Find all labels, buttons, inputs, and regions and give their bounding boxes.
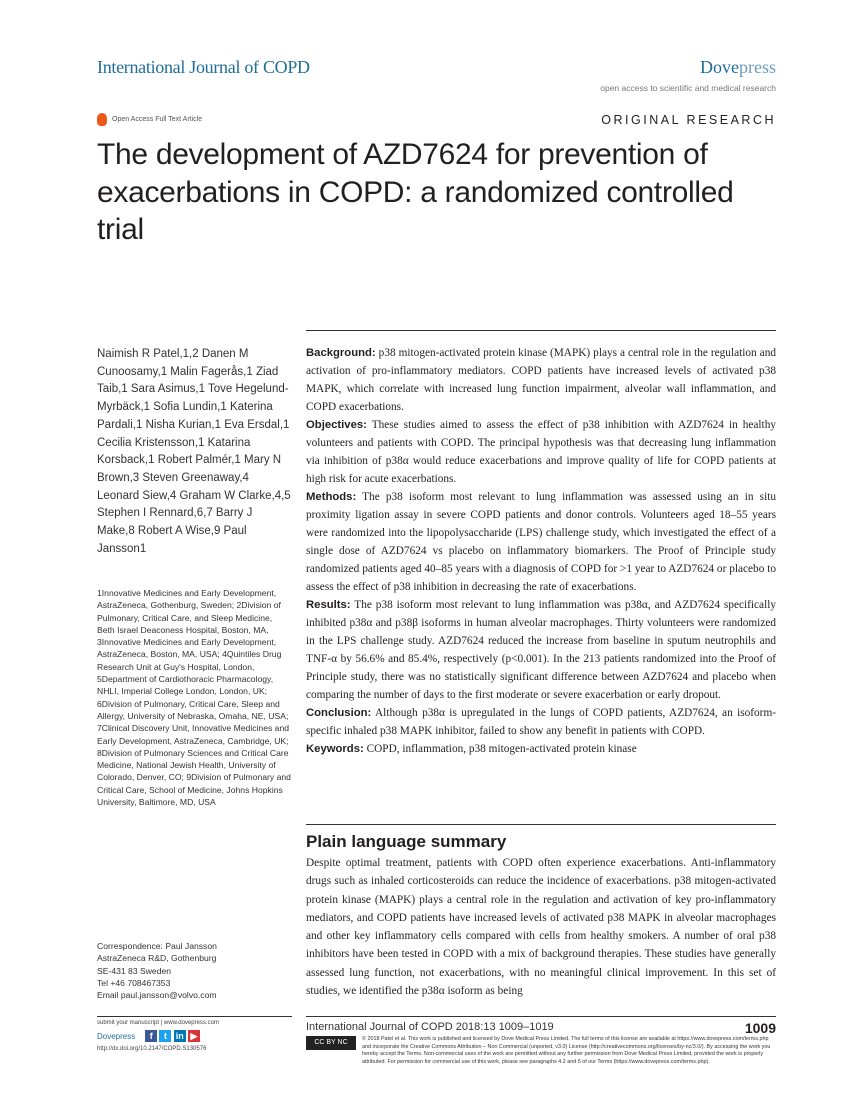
open-access-text: Open Access Full Text Article	[112, 116, 203, 123]
plain-language-rule	[306, 824, 776, 825]
correspondence	[97, 940, 292, 1001]
abstract-keywords: Keywords: COPD, inflammation, p38 mitogen-activated protein kinase	[306, 743, 637, 755]
abstract	[306, 344, 776, 758]
author-list: Naimish R Patel,1,2 Danen M Cunoosamy,1 Malin Fagerås,1 Ziad Taib,1 Sara Asimus,1 Tove Hegelund-Myrbäck,1 Sofia Lundin,1 Katerina Pardali,1 Nisha Kurian,1 Eva Ersdal,1 Cecilia Kristensson,1 Katarina Korsback,1 Robert Palmér,1 Mary N Brown,3 Steven Greenaway,4 Leonard Siew,4 Graham W Clarke,4,5 Stephen I Rennard,6,7 Barry J Make,8 Robert A Wise,9 Paul Jansson1	[97, 348, 291, 555]
abstract-background: Background: p38 mitogen-activated protein kinase (MAPK) plays a central role in the regulation and activation of pro-inflammatory mediators. COPD patients have increased levels of activated p38 MAPK, which correlate with increased lung function impairment, alveolar wall inflammation, and COPD exacerbations.	[306, 347, 776, 413]
abstract-methods: Methods: The p38 isoform most relevant to lung inflammation was assessed using an in situ proximity ligation assay in severe COPD patients and donor controls. Volunteers aged 18–55 years were randomized into the lipopolysaccharide (LPS) challenge study, which investigated the effect of a single dose of AZD7624 vs placebo on inflammatory biomarkers. The Proof of Principle study randomized patients aged 40–85 years with a diagnosis of COPD for >1 year to AZD7624 or placebo to assess the effect of p38 inhibition in decreasing the rate of exacerbations.	[306, 491, 776, 593]
doi-link[interactable]: http://dx.doi.org/10.2147/COPD.S130576	[97, 1046, 207, 1052]
page-number: 1009	[744, 1020, 776, 1036]
plain-language-text: Despite optimal treatment, patients with COPD often experience exacerbations. Anti-inflammatory drugs such as inhaled corticosteroids can reduce the incidence of exacerbations. p38 mitogen-activated protein kinase (MAPK) plays a central role in the regulation and activation of key pro-inflammatory mediators, and COPD patients have increased levels of activated p38 MAPK in alveolar macrophages and other key inflammatory cells compared with cells from healthy smokers. A number of oral p38 inhibitors have been tested in COPD with a mix of background therapies. These studies have generally assessed lung function, not exacerbations, with no meaningful clinical improvement. In this set of studies, we identified the p38α isoform as being	[306, 857, 776, 998]
open-access-label	[97, 113, 202, 126]
submit-manuscript-link[interactable]: submit your manuscript | www.dovepress.com	[97, 1020, 219, 1026]
linkedin-icon[interactable]: in	[175, 1031, 184, 1041]
footer-right	[306, 1021, 776, 1066]
affiliations: 1Innovative Medicines and Early Development, AstraZeneca, Gothenburg, Sweden; 2Division of Pulmonary, Critical Care, and Sleep Medicine, Beth Israel Deaconess Hospital, Boston, MA, 3Innovative Medicines and Early Development, AstraZeneca, Boston, MA, USA; 4Quintiles Drug Research Unit at Guy's Hospital, London, 5Department of Cardiothoracic Pharmacology, NHLI, Imperial College London, London, UK; 6Division of Pulmonary, Critical Care, Sleep and Allergy, University of Nebraska, Omaha, NE, USA; 7Clinical Discovery Unit, Innovative Medicines and Early Development, AstraZeneca, Cambridge, UK; 8Division of Pulmonary Sciences and Critical Care Medicine, National Jewish Health, University of Colorado, Denver, CO; 9Division of Pulmonary and Critical Care, School of Medicine, Johns Hopkins University, Baltimore, MD, USA	[97, 588, 291, 808]
publisher-logo[interactable]	[700, 57, 776, 78]
cc-license-badge[interactable]: CC BY NC	[306, 1036, 356, 1050]
correspondence-name: Correspondence: Paul Jansson	[97, 941, 217, 951]
correspondence-email[interactable]: Email paul.jansson@volvo.com	[97, 990, 217, 1001]
plain-language-heading: Plain language summary	[306, 832, 507, 851]
correspondence-phone: Tel +46 708467353	[97, 977, 171, 988]
license-text: © 2018 Patel et al. This work is published and licensed by Dove Medical Press Limited. The full terms of this license are available at https://www.dovepress.com/terms.php and incorporate the Creative Commons Attribution – Non Commercial (unported, v3.0) License (http://creativecommons.org/licenses/by-nc/3.0/). By accessing the work you hereby accept the Terms. Non-commercial uses of the work are permitted without any further permission from Dove Medical Press Limited, provided the work is properly attributed. For permission for commercial use of this work, please see paragraphs 4.2 and 5 of our Terms (https://www.dovepress.com/terms.php).	[362, 1036, 771, 1065]
footer-left	[97, 1020, 292, 1052]
facebook-icon[interactable]: f	[145, 1030, 157, 1042]
abstract-objectives: Objectives: These studies aimed to assess the effect of p38 inhibition with AZD7624 in healthy volunteers and patients with COPD. The principal hypothesis was that decreasing lung inflammation via inhibition of p38α would reduce exacerbations and improve quality of life for COPD patients at high risk for acute exacerbations.	[306, 419, 776, 485]
article-type: ORIGINAL RESEARCH	[601, 113, 776, 127]
abstract-results: Results: The p38 isoform most relevant to lung inflammation was p38α, and AZD7624 specifically inhibited p38α and p38β isoforms in human alveolar macrophages. Thirty volunteers were randomized in the LPS challenge study. AZD7624 reduced the increase from baseline in sputum neutrophils and TNF-α by 56.6% and 85.4%, respectively (p<0.001). In the 213 patients randomized into the Proof of Principle study, there was no statistically significant difference between AZD7624 and placebo when comparing the number of days to the first moderate or severe exacerbation or early dropout.	[306, 599, 776, 701]
citation: International Journal of COPD 2018:13 1009–1019	[306, 1021, 554, 1033]
youtube-icon[interactable]: ▶	[188, 1030, 200, 1042]
publisher-suffix: press	[739, 57, 776, 77]
correspondence-postcode: SE-431 83 Sweden	[97, 965, 172, 976]
twitter-icon[interactable]: t	[159, 1030, 171, 1042]
article-title: The development of AZD7624 for prevention of exacerbations in COPD: a randomized controlled trial	[97, 138, 734, 246]
footer-right-rule	[306, 1016, 776, 1017]
open-access-lock-icon	[97, 113, 107, 126]
journal-name[interactable]: International Journal of COPD	[97, 57, 310, 77]
dovepress-footer-logo[interactable]: Dovepress	[97, 1031, 136, 1041]
abstract-conclusion: Conclusion: Although p38α is upregulated in the lungs of COPD patients, AZD7624, an isoform-specific inhaled p38 MAPK inhibitor, failed to show any benefit in patients with COPD.	[306, 707, 776, 737]
footer-left-rule	[97, 1016, 292, 1017]
publisher-tagline: open access to scientific and medical research	[600, 83, 776, 93]
abstract-top-rule	[306, 330, 776, 331]
publisher-main: Dove	[700, 57, 739, 77]
correspondence-address: AstraZeneca R&D, Gothenburg	[97, 953, 217, 964]
